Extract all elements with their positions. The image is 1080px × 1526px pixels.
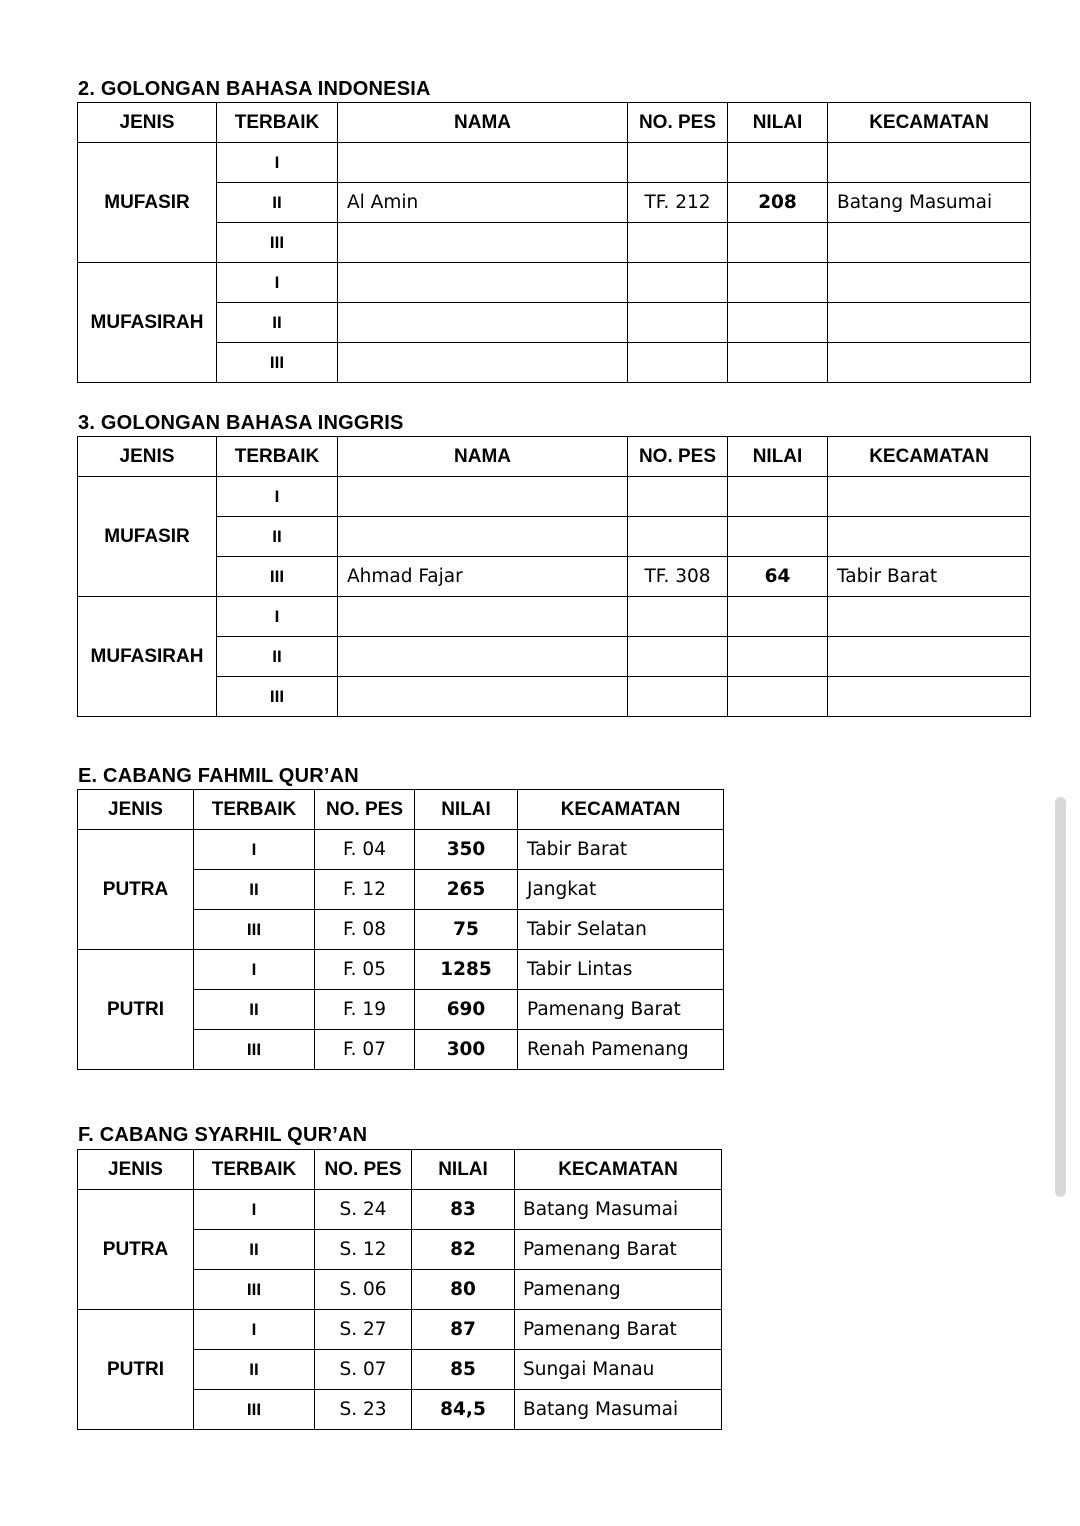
header-nilai: NILAI bbox=[412, 1150, 515, 1190]
kecamatan-cell: Renah Pamenang bbox=[518, 1030, 724, 1070]
rank-cell: II bbox=[217, 303, 338, 343]
no-pes-cell bbox=[628, 597, 728, 637]
table-row bbox=[78, 677, 1031, 717]
nilai-cell bbox=[728, 517, 828, 557]
header-terbaik: TERBAIK bbox=[217, 103, 338, 143]
nilai-cell: 84,5 bbox=[412, 1390, 515, 1430]
rank-cell: III bbox=[194, 1390, 315, 1430]
nilai-cell: 85 bbox=[412, 1350, 515, 1390]
nilai-cell: 300 bbox=[415, 1030, 518, 1070]
rank-cell: III bbox=[194, 1270, 315, 1310]
kecamatan-cell bbox=[828, 303, 1031, 343]
table-header-row bbox=[78, 1150, 722, 1190]
rank-cell: III bbox=[217, 223, 338, 263]
no-pes-cell: TF. 212 bbox=[628, 183, 728, 223]
nama-cell: Ahmad Fajar bbox=[338, 557, 628, 597]
no-pes-cell: S. 27 bbox=[315, 1310, 412, 1350]
no-pes-cell bbox=[628, 517, 728, 557]
nama-cell bbox=[338, 303, 628, 343]
no-pes-cell bbox=[628, 143, 728, 183]
no-pes-cell: F. 07 bbox=[315, 1030, 415, 1070]
kecamatan-cell bbox=[828, 223, 1031, 263]
table-row bbox=[78, 143, 1031, 183]
nama-cell: Al Amin bbox=[338, 183, 628, 223]
rank-cell: III bbox=[217, 557, 338, 597]
kecamatan-cell: Tabir Lintas bbox=[518, 950, 724, 990]
table-row bbox=[78, 597, 1031, 637]
kecamatan-cell: Pamenang bbox=[515, 1270, 722, 1310]
nilai-cell bbox=[728, 143, 828, 183]
no-pes-cell bbox=[628, 263, 728, 303]
nilai-cell: 75 bbox=[415, 910, 518, 950]
section-title-syarhil: F. CABANG SYARHIL QUR’AN bbox=[78, 1124, 368, 1146]
rank-cell: I bbox=[217, 263, 338, 303]
kecamatan-cell: Pamenang Barat bbox=[515, 1310, 722, 1350]
no-pes-cell: S. 12 bbox=[315, 1230, 412, 1270]
table-row bbox=[78, 477, 1031, 517]
header-nama: NAMA bbox=[338, 103, 628, 143]
nilai-cell: 87 bbox=[412, 1310, 515, 1350]
rank-cell: II bbox=[217, 183, 338, 223]
table-header-row bbox=[78, 103, 1031, 143]
header-terbaik: TERBAIK bbox=[217, 437, 338, 477]
no-pes-cell: S. 23 bbox=[315, 1390, 412, 1430]
kecamatan-cell: Tabir Barat bbox=[828, 557, 1031, 597]
table-row bbox=[78, 1190, 722, 1230]
nilai-cell bbox=[728, 477, 828, 517]
header-nama: NAMA bbox=[338, 437, 628, 477]
nilai-cell: 208 bbox=[728, 183, 828, 223]
table-header-row bbox=[78, 437, 1031, 477]
table-row bbox=[78, 950, 724, 990]
jenis-cell: MUFASIR bbox=[78, 143, 217, 263]
kecamatan-cell: Sungai Manau bbox=[515, 1350, 722, 1390]
rank-cell: I bbox=[194, 1310, 315, 1350]
section-title-golongan-indonesia: 2. GOLONGAN BAHASA INDONESIA bbox=[78, 78, 431, 100]
jenis-cell: MUFASIR bbox=[78, 477, 217, 597]
nilai-cell bbox=[728, 263, 828, 303]
jenis-cell: PUTRA bbox=[78, 1190, 194, 1310]
header-no-pes: NO. PES bbox=[315, 1150, 412, 1190]
kecamatan-cell bbox=[828, 637, 1031, 677]
no-pes-cell bbox=[628, 477, 728, 517]
table-row bbox=[78, 517, 1031, 557]
nilai-cell: 64 bbox=[728, 557, 828, 597]
kecamatan-cell: Batang Masumai bbox=[515, 1390, 722, 1430]
no-pes-cell: F. 05 bbox=[315, 950, 415, 990]
nilai-cell bbox=[728, 343, 828, 383]
nilai-cell bbox=[728, 303, 828, 343]
rank-cell: I bbox=[194, 1190, 315, 1230]
table-row bbox=[78, 183, 1031, 223]
kecamatan-cell: Pamenang Barat bbox=[515, 1230, 722, 1270]
rank-cell: III bbox=[217, 677, 338, 717]
header-jenis: JENIS bbox=[78, 437, 217, 477]
nilai-cell: 80 bbox=[412, 1270, 515, 1310]
table-header-row bbox=[78, 790, 724, 830]
rank-cell: I bbox=[217, 143, 338, 183]
table-syarhil bbox=[77, 1149, 722, 1430]
nilai-cell bbox=[728, 677, 828, 717]
rank-cell: II bbox=[217, 637, 338, 677]
section-title-golongan-inggris: 3. GOLONGAN BAHASA INGGRIS bbox=[78, 412, 404, 434]
kecamatan-cell: Batang Masumai bbox=[828, 183, 1031, 223]
table-row bbox=[78, 263, 1031, 303]
no-pes-cell: F. 08 bbox=[315, 910, 415, 950]
table-row bbox=[78, 637, 1031, 677]
kecamatan-cell: Tabir Barat bbox=[518, 830, 724, 870]
no-pes-cell: S. 24 bbox=[315, 1190, 412, 1230]
nama-cell bbox=[338, 343, 628, 383]
header-terbaik: TERBAIK bbox=[194, 790, 315, 830]
rank-cell: I bbox=[217, 597, 338, 637]
no-pes-cell: F. 19 bbox=[315, 990, 415, 1030]
rank-cell: II bbox=[194, 1350, 315, 1390]
header-jenis: JENIS bbox=[78, 790, 194, 830]
nilai-cell: 83 bbox=[412, 1190, 515, 1230]
header-kecamatan: KECAMATAN bbox=[828, 437, 1031, 477]
kecamatan-cell bbox=[828, 597, 1031, 637]
nama-cell bbox=[338, 677, 628, 717]
kecamatan-cell bbox=[828, 677, 1031, 717]
vertical-scrollbar[interactable] bbox=[1055, 797, 1066, 1197]
rank-cell: II bbox=[217, 517, 338, 557]
no-pes-cell: S. 07 bbox=[315, 1350, 412, 1390]
rank-cell: I bbox=[194, 950, 315, 990]
no-pes-cell bbox=[628, 343, 728, 383]
nilai-cell bbox=[728, 597, 828, 637]
nama-cell bbox=[338, 517, 628, 557]
section-title-fahmil: E. CABANG FAHMIL QUR’AN bbox=[78, 765, 359, 787]
no-pes-cell: F. 04 bbox=[315, 830, 415, 870]
jenis-cell: PUTRA bbox=[78, 830, 194, 950]
nama-cell bbox=[338, 263, 628, 303]
header-kecamatan: KECAMATAN bbox=[518, 790, 724, 830]
nilai-cell: 82 bbox=[412, 1230, 515, 1270]
rank-cell: III bbox=[194, 910, 315, 950]
no-pes-cell: TF. 308 bbox=[628, 557, 728, 597]
nilai-cell: 265 bbox=[415, 870, 518, 910]
nama-cell bbox=[338, 143, 628, 183]
nama-cell bbox=[338, 477, 628, 517]
nilai-cell bbox=[728, 637, 828, 677]
nilai-cell: 690 bbox=[415, 990, 518, 1030]
table-row bbox=[78, 303, 1031, 343]
header-kecamatan: KECAMATAN bbox=[828, 103, 1031, 143]
header-jenis: JENIS bbox=[78, 1150, 194, 1190]
kecamatan-cell: Jangkat bbox=[518, 870, 724, 910]
kecamatan-cell: Batang Masumai bbox=[515, 1190, 722, 1230]
rank-cell: I bbox=[194, 830, 315, 870]
kecamatan-cell bbox=[828, 517, 1031, 557]
kecamatan-cell: Pamenang Barat bbox=[518, 990, 724, 1030]
kecamatan-cell bbox=[828, 263, 1031, 303]
header-nilai: NILAI bbox=[728, 103, 828, 143]
nilai-cell: 1285 bbox=[415, 950, 518, 990]
no-pes-cell bbox=[628, 637, 728, 677]
rank-cell: II bbox=[194, 1230, 315, 1270]
table-golongan-inggris bbox=[77, 436, 1031, 717]
kecamatan-cell bbox=[828, 343, 1031, 383]
table-row bbox=[78, 1310, 722, 1350]
nilai-cell: 350 bbox=[415, 830, 518, 870]
table-row bbox=[78, 343, 1031, 383]
no-pes-cell: S. 06 bbox=[315, 1270, 412, 1310]
nama-cell bbox=[338, 637, 628, 677]
header-nilai: NILAI bbox=[415, 790, 518, 830]
header-terbaik: TERBAIK bbox=[194, 1150, 315, 1190]
header-no-pes: NO. PES bbox=[628, 103, 728, 143]
table-row bbox=[78, 830, 724, 870]
table-golongan-indonesia bbox=[77, 102, 1031, 383]
header-kecamatan: KECAMATAN bbox=[515, 1150, 722, 1190]
rank-cell: I bbox=[217, 477, 338, 517]
kecamatan-cell: Tabir Selatan bbox=[518, 910, 724, 950]
kecamatan-cell bbox=[828, 143, 1031, 183]
rank-cell: III bbox=[217, 343, 338, 383]
no-pes-cell bbox=[628, 223, 728, 263]
jenis-cell: MUFASIRAH bbox=[78, 263, 217, 383]
no-pes-cell bbox=[628, 303, 728, 343]
header-no-pes: NO. PES bbox=[628, 437, 728, 477]
header-jenis: JENIS bbox=[78, 103, 217, 143]
rank-cell: III bbox=[194, 1030, 315, 1070]
table-row bbox=[78, 223, 1031, 263]
header-nilai: NILAI bbox=[728, 437, 828, 477]
rank-cell: II bbox=[194, 990, 315, 1030]
jenis-cell: PUTRI bbox=[78, 950, 194, 1070]
jenis-cell: MUFASIRAH bbox=[78, 597, 217, 717]
table-fahmil bbox=[77, 789, 724, 1070]
nama-cell bbox=[338, 597, 628, 637]
nilai-cell bbox=[728, 223, 828, 263]
no-pes-cell bbox=[628, 677, 728, 717]
rank-cell: II bbox=[194, 870, 315, 910]
jenis-cell: PUTRI bbox=[78, 1310, 194, 1430]
table-row bbox=[78, 557, 1031, 597]
kecamatan-cell bbox=[828, 477, 1031, 517]
no-pes-cell: F. 12 bbox=[315, 870, 415, 910]
header-no-pes: NO. PES bbox=[315, 790, 415, 830]
nama-cell bbox=[338, 223, 628, 263]
